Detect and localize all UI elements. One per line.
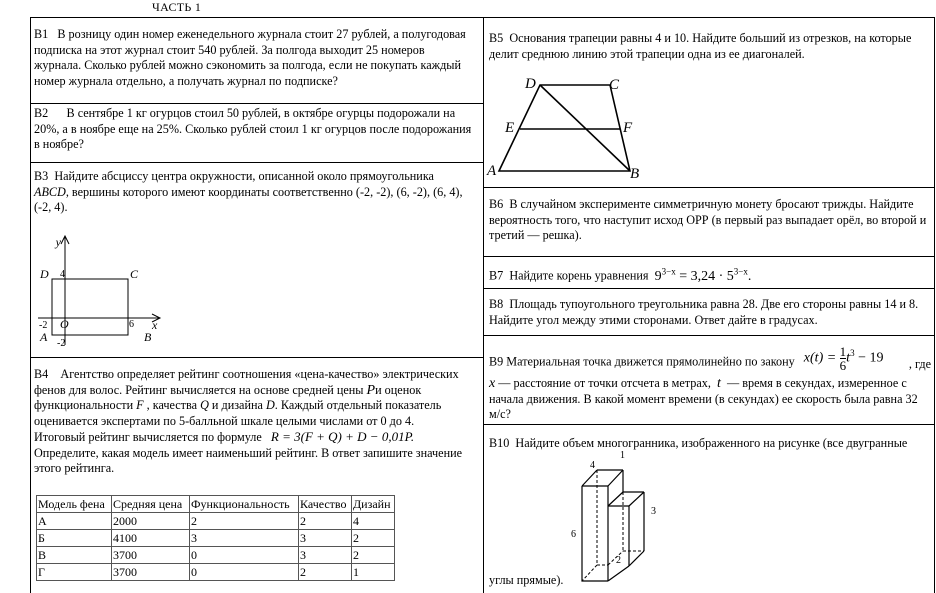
var-f: F — [136, 398, 144, 412]
table-cell: 3700 — [112, 564, 190, 581]
axis-label-y: y — [55, 235, 61, 249]
vertex-c: C — [609, 77, 620, 93]
dim-1: 1 — [620, 450, 625, 461]
task-label: В4 — [34, 367, 49, 381]
table-row — [37, 530, 395, 547]
table-row — [37, 564, 395, 581]
dim-2: 2 — [616, 555, 621, 566]
eq-exponent: 3−x — [733, 266, 748, 276]
eq-exponent: 3−x — [661, 266, 676, 276]
axis-label-x: x — [152, 318, 158, 332]
var-x: x — [489, 376, 496, 391]
task-label: В7 — [489, 268, 504, 283]
var-q: Q — [200, 398, 209, 412]
task-b6 — [489, 197, 929, 244]
diagonal — [540, 85, 630, 171]
ratings-table — [36, 495, 395, 581]
coordinate-figure — [30, 228, 170, 353]
var-p: P — [366, 382, 376, 398]
eq-part: = 3,24 · 5 — [675, 268, 734, 284]
table-cell: В — [37, 547, 112, 564]
fraction-numerator: 1 — [839, 344, 847, 359]
table-cell: 2000 — [112, 513, 190, 530]
eq-part: . — [747, 268, 752, 284]
vertex-a: A — [40, 330, 48, 344]
task-text: Итоговый рейтинг вычисляется по формуле — [34, 430, 262, 444]
task-b2 — [34, 106, 474, 153]
eq-part: 9 — [654, 268, 662, 284]
hidden-edge — [582, 565, 597, 581]
table-cell: 3 — [299, 547, 352, 564]
task-text: Найдите абсциссу центра окружности, описанной около прямоугольника — [54, 169, 434, 183]
task-b8 — [489, 297, 929, 328]
table-cell: Г — [37, 564, 112, 581]
task-text: и оценок функциональности — [34, 382, 422, 412]
point-e: E — [505, 120, 515, 136]
vertex-c: C — [130, 267, 139, 281]
formula-rest: − 19 — [854, 350, 884, 366]
task-b10 — [489, 436, 934, 452]
motion-formula — [804, 345, 884, 372]
dim-6: 6 — [571, 529, 576, 540]
separator — [30, 103, 483, 104]
task-label: В8 — [489, 297, 504, 311]
separator — [483, 288, 935, 289]
header-cell: Модель фена — [37, 496, 112, 513]
task-text: углы прямые). — [489, 573, 564, 587]
task-label: В5 — [489, 31, 504, 45]
point-f: F — [623, 120, 633, 136]
dim-4: 4 — [590, 460, 595, 471]
task-text: — расстояние от точки отсчета в метрах, — [498, 376, 711, 390]
task-b1 — [34, 27, 474, 89]
task-text: Найдите корень уравнения — [509, 268, 649, 283]
task-text: Основания трапеции равны 4 и 10. Найдите больший из отрезков, на которые делит среднюю линию этой трапеции одна из ее диагоналей. — [489, 31, 912, 61]
vertex-d: D — [525, 76, 536, 92]
table-cell: 1 — [352, 564, 395, 581]
header-cell: Дизайн — [352, 496, 395, 513]
trapezoid-figure — [485, 74, 645, 184]
task-label: В10 — [489, 436, 510, 450]
rect-name: ABCD — [34, 184, 66, 199]
table-cell: 2 — [299, 564, 352, 581]
part-header: ЧАСТЬ 1 — [152, 0, 202, 14]
task-label: В3 — [34, 169, 49, 183]
edge — [629, 551, 644, 566]
table-cell: 2 — [190, 513, 299, 530]
task-text: , где — [908, 357, 931, 371]
task-text: Материальная точка движется прямолинейно по закону — [506, 354, 795, 369]
separator — [483, 256, 935, 257]
tick-6: 6 — [129, 319, 134, 330]
separator — [30, 357, 483, 358]
tick-minus2-x: -2 — [39, 320, 48, 331]
task-text: Площадь тупоугольного треугольника равна 28. Две его стороны равны 14 и 8. Найдите угол между этими сторонами. Ответ дайте в градусах. — [489, 297, 919, 327]
task-text: — время в секундах, измеренное с начала движения. В какой момент времени (в секундах) ее скорость была равна 32 м/с? — [489, 376, 918, 421]
table-cell: 0 — [190, 547, 299, 564]
vertex-a: A — [487, 163, 497, 179]
var-d: D — [265, 398, 275, 412]
table-cell: 2 — [352, 547, 395, 564]
formula-var: t — [846, 350, 851, 366]
task-text: , вершины которого имеют координаты соответственно (-2, -2), (6, -2), (6, 4), (-2, 4). — [34, 184, 463, 214]
separator — [483, 335, 935, 336]
task-label: В6 — [489, 197, 504, 211]
task-b4 — [34, 367, 479, 477]
header-cell: Средняя цена — [112, 496, 190, 513]
var-t: t — [717, 376, 721, 391]
table-cell: 4 — [352, 513, 395, 530]
table-cell: 3 — [299, 530, 352, 547]
polyhedron-figure — [566, 448, 676, 588]
column-divider — [483, 17, 484, 593]
origin-o: O — [60, 317, 69, 331]
table-cell: 2 — [352, 530, 395, 547]
tick-minus2-y: -2 — [57, 338, 66, 349]
equation — [654, 266, 752, 284]
task-b3 — [34, 169, 474, 216]
task-text: Определите, какая модель имеет наименьший рейтинг. В ответ запишите значение этого рейтинга. — [34, 445, 463, 475]
table-cell: Б — [37, 530, 112, 547]
task-text: В розницу один номер еженедельного журнала стоит 27 рублей, а полугодовая подписка на этот журнал стоит 540 рублей. За полгода выходит 25 номеров журнала. Сколько рублей можно сэкономить за полгода, если не покупать каждый номер журнала отдельно, а получать журнал по подписке? — [34, 27, 466, 88]
table-header-row — [37, 496, 395, 513]
table-cell: 2 — [299, 513, 352, 530]
table-row — [37, 547, 395, 564]
task-text: В случайном эксперименте симметричную монету бросают трижды. Найдите вероятность того, что наступит исход ОРР (в первый раз выпадает орёл, во второй и третий — решка). — [489, 197, 927, 242]
tick-4: 4 — [60, 269, 65, 280]
task-text: Найдите объем многогранника, изображенного на рисунке (все двугранные — [515, 436, 908, 450]
task-label: В2 — [34, 106, 49, 120]
table-cell: 3700 — [112, 547, 190, 564]
edge — [608, 492, 623, 506]
task-text: Агентство определяет рейтинг соотношения «цена-качество» электрических фенов для волос. Рейтинг вычисляется на основе средней цены — [34, 367, 459, 397]
table-cell: 3 — [190, 530, 299, 547]
separator — [483, 187, 935, 188]
task-b9 — [489, 344, 931, 423]
edge — [608, 566, 629, 581]
table-cell: А — [37, 513, 112, 530]
edge — [608, 470, 623, 486]
task-text: В сентябре 1 кг огурцов стоил 50 рублей, в октябре огурцы подорожали на 20%, а в ноябре еще на 25%. Сколько рублей стоил 1 кг огурцов после подорожания в ноябре? — [34, 106, 472, 151]
task-b7 — [489, 264, 929, 284]
table-cell: 4100 — [112, 530, 190, 547]
header-cell: Функциональность — [190, 496, 299, 513]
dim-3: 3 — [651, 506, 656, 517]
separator — [30, 162, 483, 163]
formula-exponent: 3 — [850, 348, 855, 359]
vertex-b: B — [144, 330, 152, 344]
vertex-d: D — [40, 267, 49, 281]
task-b5 — [489, 31, 929, 62]
table-cell: 0 — [190, 564, 299, 581]
edge — [629, 492, 644, 506]
task-text: . Каждый отдельный показатель оценивается экспертами по 5-балльной шкале целыми числами от 0 до 4. — [34, 398, 442, 428]
formula-lhs: x(t) = — [803, 350, 837, 366]
task-label: В1 — [34, 27, 49, 41]
edge — [582, 470, 597, 486]
separator — [483, 424, 935, 425]
header-cell: Качество — [299, 496, 352, 513]
table-row — [37, 513, 395, 530]
trapezoid — [499, 85, 630, 171]
fraction-denominator: 6 — [839, 358, 847, 373]
vertex-b: B — [630, 166, 640, 182]
task-text: и дизайна — [211, 398, 263, 412]
task-label: В9 — [489, 354, 504, 369]
task-text: , качества — [146, 398, 198, 412]
formula: R = 3(F + Q) + D − 0,01P. — [270, 429, 415, 444]
